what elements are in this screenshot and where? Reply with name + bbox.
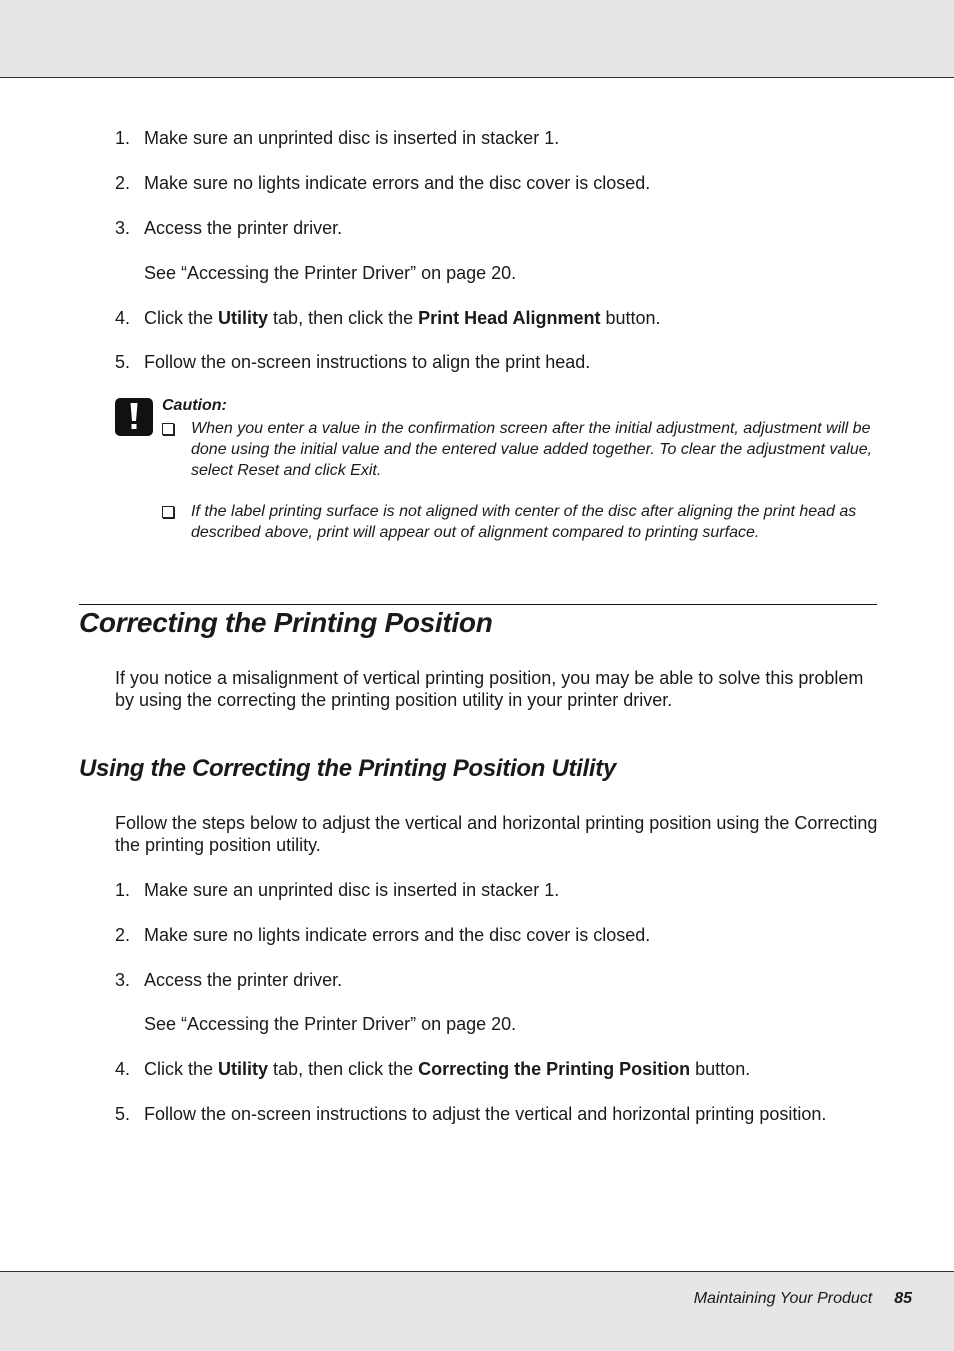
subsection-paragraph: Follow the steps below to adjust the vertical and horizontal printing position using the Correcting the printing position utility. [115,813,878,855]
step-1: 1. Make sure an unprinted disc is inserted in stacker 1. [115,128,560,148]
utility-tab-label: Utility [218,1059,269,1079]
step-3: 3. Access the printer driver. [115,218,343,238]
step-3: 3. Access the printer driver. [115,970,343,990]
see-reference-link[interactable]: See “Accessing the Printer Driver” on page 20. [144,263,517,283]
step-text: Make sure an unprinted disc is inserted in stacker 1. [144,880,560,900]
step-text: Make sure no lights indicate errors and the disc cover is closed. [144,925,651,945]
step-text: Make sure no lights indicate errors and the disc cover is closed. [144,173,651,193]
step-text: Make sure an unprinted disc is inserted in stacker 1. [144,128,560,148]
step-text: Follow the on-screen instructions to adjust the vertical and horizontal printing position. [144,1104,827,1124]
step-5: 5. Follow the on-screen instructions to adjust the vertical and horizontal printing position. [115,1104,827,1124]
step-4: 4. Click the Utility tab, then click the Correcting the Printing Position button. [115,1059,751,1079]
step-1: 1. Make sure an unprinted disc is inserted in stacker 1. [115,880,560,900]
exclamation-icon [115,398,153,436]
page-footer-band [0,1271,954,1351]
step-5: 5. Follow the on-screen instructions to align the print head. [115,352,591,372]
correcting-printing-position-label: Correcting the Printing Position [418,1059,691,1079]
page-header-band [0,0,954,78]
page-footer [694,1290,912,1308]
utility-tab-label: Utility [218,308,269,328]
step-2: 2. Make sure no lights indicate errors and the disc cover is closed. [115,173,651,193]
checkbox-bullet-icon [162,506,174,518]
footer-title: Maintaining Your Product [693,1290,873,1307]
section-heading: Correcting the Printing Position [79,604,877,639]
intro-paragraph: If you notice a misalignment of vertical printing position, you may be able to solve this problem by using the correcting the printing position utility in your printer driver. [115,668,864,710]
print-head-alignment-label: Print Head Alignment [418,308,601,328]
caution-label: Caution: [162,397,227,414]
step-text: Follow the on-screen instructions to align the print head. [144,352,591,372]
step-text: Access the printer driver. [144,218,343,238]
page-number: 85 [894,1290,912,1307]
subsection-heading: Using the Correcting the Printing Position Utility [79,755,617,782]
step-text: Access the printer driver. [144,970,343,990]
checkbox-bullet-icon [162,423,174,435]
see-reference-link[interactable]: See “Accessing the Printer Driver” on page 20. [144,1014,517,1034]
step-4: 4. Click the Utility tab, then click the Print Head Alignment button. [115,308,661,328]
step-2: 2. Make sure no lights indicate errors and the disc cover is closed. [115,925,651,945]
